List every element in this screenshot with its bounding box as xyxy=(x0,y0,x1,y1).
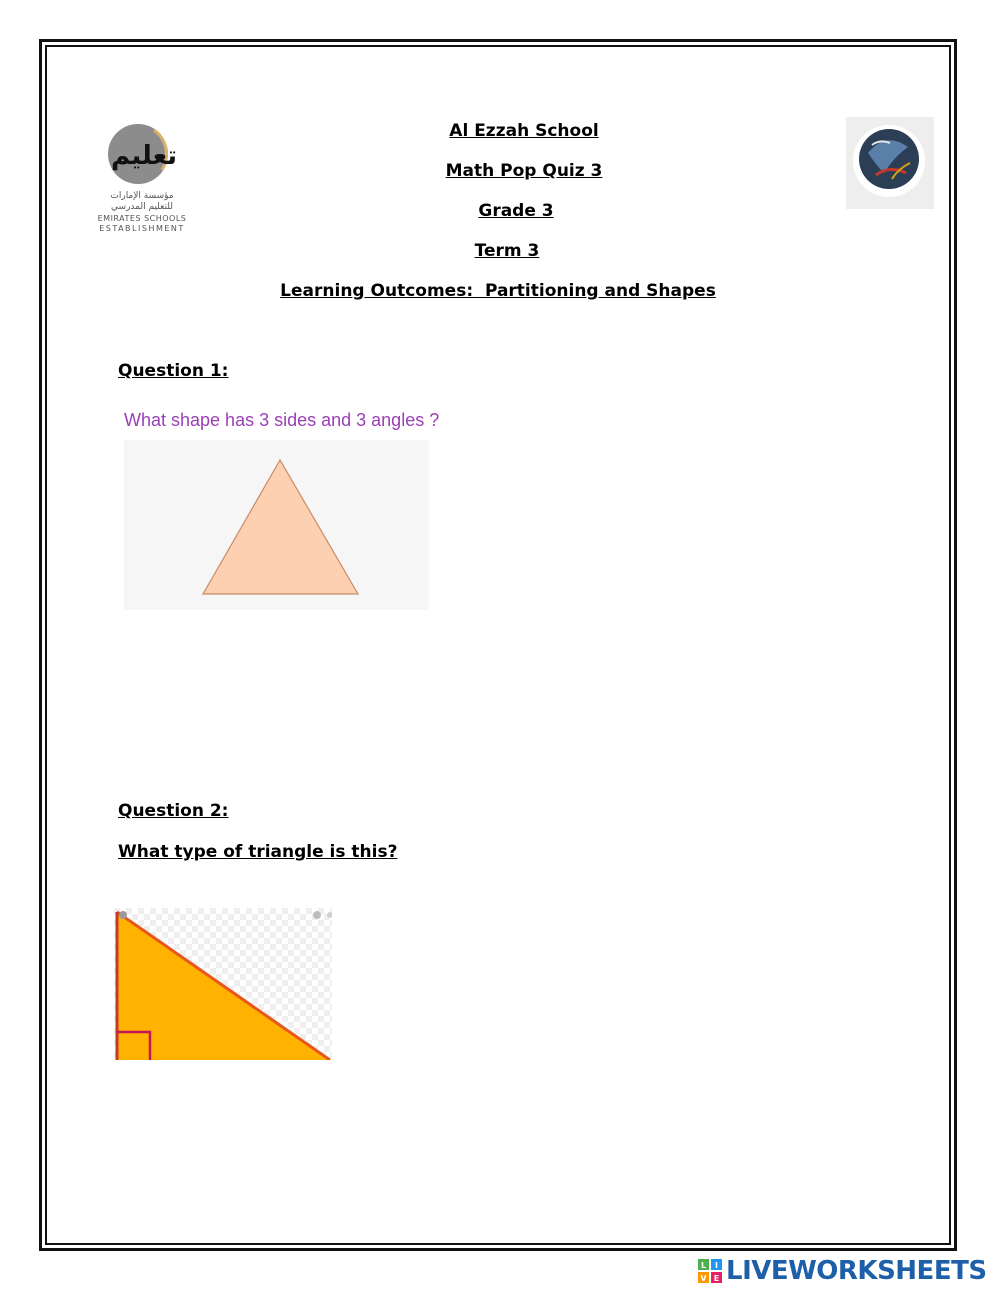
svg-text:V: V xyxy=(700,1274,707,1283)
svg-text:تعليم: تعليم xyxy=(110,141,178,171)
svg-text:I: I xyxy=(715,1261,718,1270)
grade-label: Grade 3 xyxy=(478,201,554,221)
question-1-label: Question 1: xyxy=(118,361,229,381)
svg-text:L: L xyxy=(700,1261,707,1270)
svg-text:للتعليم المدرسي: للتعليم المدرسي xyxy=(111,202,173,212)
term-label: Term 3 xyxy=(474,241,540,261)
triangle-image xyxy=(124,440,429,610)
svg-text:EMIRATES SCHOOLS: EMIRATES SCHOOLS xyxy=(97,214,187,223)
svg-text:ESTABLISHMENT: ESTABLISHMENT xyxy=(99,224,185,233)
question-2-prompt: What type of triangle is this? xyxy=(118,842,398,862)
right-triangle-image xyxy=(114,908,332,1060)
school-name: Al Ezzah School xyxy=(449,121,599,141)
svg-text:مؤسسة الإمارات: مؤسسة الإمارات xyxy=(110,191,174,201)
question-1-image-text: What shape has 3 sides and 3 angles ? xyxy=(124,410,440,430)
liveworksheets-wordmark: LIVEWORKSHEETS xyxy=(726,1256,987,1286)
emirates-schools-logo xyxy=(92,118,192,236)
learning-outcomes: Learning Outcomes: Partitioning and Shapes xyxy=(280,281,716,301)
question-1-image xyxy=(124,410,469,610)
school-emblem-logo xyxy=(846,117,934,209)
question-2-label: Question 2: xyxy=(118,801,229,821)
svg-text:E: E xyxy=(713,1274,720,1283)
liveworksheets-brand[interactable] xyxy=(698,1256,987,1286)
quiz-title: Math Pop Quiz 3 xyxy=(445,161,603,181)
liveworksheets-logo-icon xyxy=(698,1259,722,1283)
